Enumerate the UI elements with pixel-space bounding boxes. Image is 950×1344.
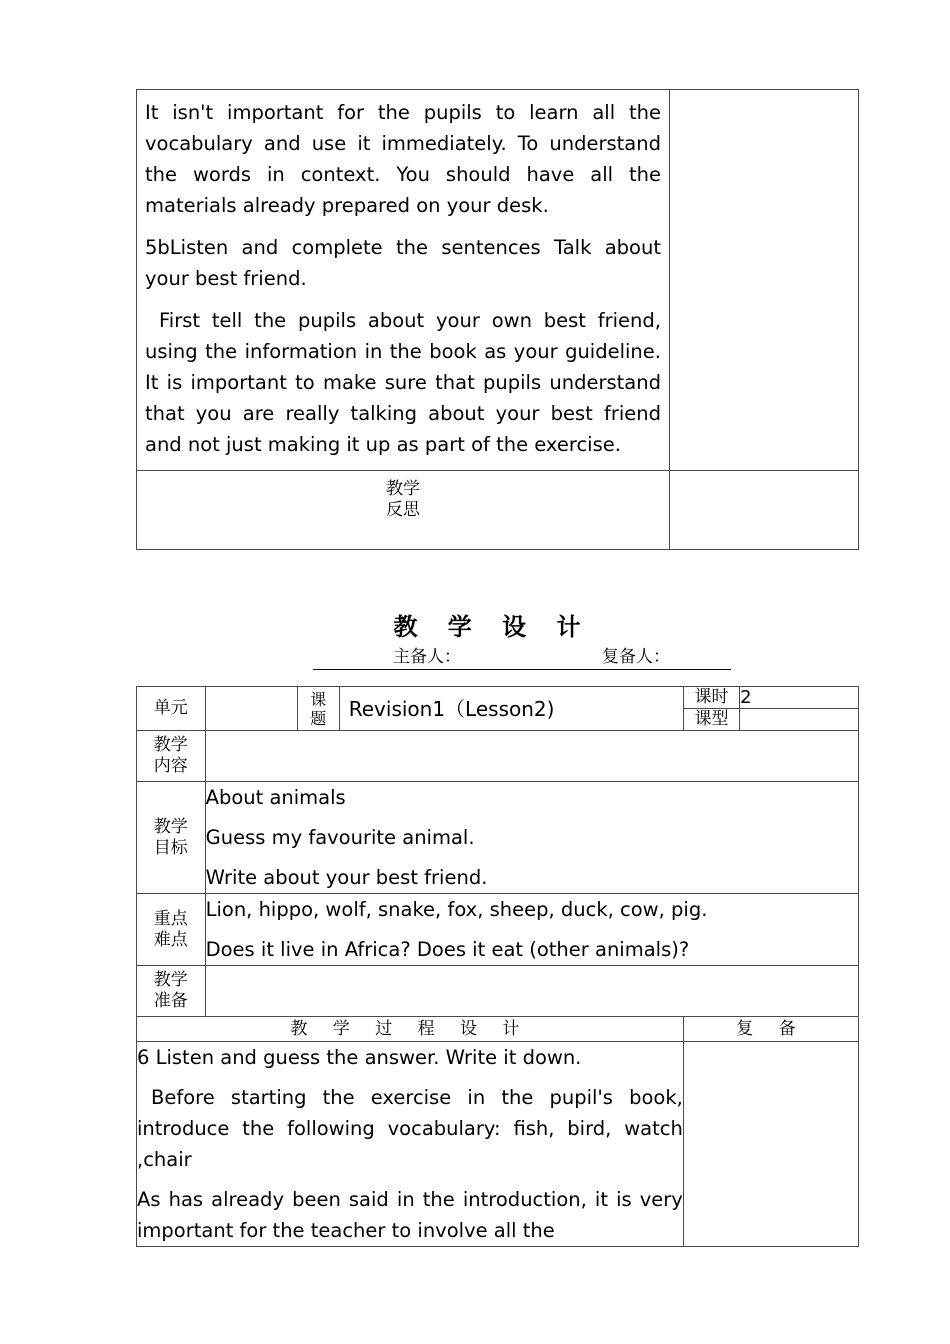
key-point-item: Does it live in Africa? Does it eat (other animals)? xyxy=(205,938,690,961)
table-row-process-body xyxy=(137,1042,859,1247)
key-value-cell[interactable] xyxy=(205,894,858,966)
continuation-text-cell xyxy=(137,90,670,471)
content-label-line1: 教学 xyxy=(153,735,188,755)
period-label: 课时 xyxy=(694,687,729,707)
topic-value-cell[interactable] xyxy=(339,687,683,731)
key-point-list xyxy=(206,894,858,965)
page-title: 教 学 设 计 xyxy=(393,613,592,641)
unit-label: 单元 xyxy=(153,698,188,718)
goal-label-line1: 教学 xyxy=(153,816,188,837)
goal-label-cell xyxy=(137,782,206,894)
key-label-line2: 难点 xyxy=(153,929,188,950)
goal-label-line2: 目标 xyxy=(153,837,188,858)
content-value-cell[interactable] xyxy=(205,731,858,782)
review-body-cell[interactable] xyxy=(683,1042,858,1247)
continuation-text xyxy=(145,97,661,460)
class-type-label: 课型 xyxy=(694,709,729,729)
goal-item: Write about your best friend. xyxy=(205,866,488,889)
byline xyxy=(136,644,859,670)
table-row-preparation xyxy=(137,966,859,1017)
prep-label-cell xyxy=(137,966,206,1017)
continuation-paragraph-2: 5bListen and complete the sentences Talk about your best friend. xyxy=(145,236,661,290)
key-label-line1: 重点 xyxy=(153,908,188,929)
reflection-label-cell xyxy=(137,471,670,550)
process-paragraph-2: Before starting the exercise in the pupil's book, introduce the following vocabulary: fish, bird, watch ,chair xyxy=(137,1086,683,1171)
reflection-body-cell[interactable] xyxy=(670,471,859,550)
prep-value-cell[interactable] xyxy=(205,966,858,1017)
unit-value-cell[interactable] xyxy=(205,687,297,731)
topic-value: Revision1（Lesson2) xyxy=(348,696,555,721)
continuation-paragraph-3: First tell the pupils about your own best friend, using the information in the book as your guideline. It is important to make sure that pupils understand that you are really talking about your best friend and not just making it up as part of the exercise. xyxy=(145,309,661,456)
table-row-goals xyxy=(137,782,859,894)
review-header-cell xyxy=(683,1017,858,1042)
lesson-continuation-table xyxy=(136,89,859,550)
continuation-paragraph-1: It isn't important for the pupils to learn all the vocabulary and use it immediately. To understand the words in context. You should have all the materials already prepared on your desk. xyxy=(145,101,661,217)
unit-label-cell xyxy=(137,687,206,731)
sub-preparer-label: 复备人： xyxy=(602,647,670,667)
table-row-key-points xyxy=(137,894,859,966)
table-row-unit xyxy=(137,687,859,709)
goal-item: Guess my favourite animal. xyxy=(205,826,475,849)
topic-label-cell xyxy=(297,687,339,731)
lesson-plan-title-block xyxy=(136,612,859,670)
topic-label-line2: 题 xyxy=(310,708,327,728)
lesson-plan-table xyxy=(136,686,859,1247)
table-row-content xyxy=(137,731,859,782)
goal-list xyxy=(206,782,858,893)
main-preparer-label: 主备人： xyxy=(393,647,461,667)
content-label-line2: 内容 xyxy=(153,756,188,776)
process-paragraph-3: As has already been said in the introduction, it is very important for the teacher to involve all the xyxy=(137,1188,683,1242)
process-header-cell xyxy=(137,1017,684,1042)
review-header: 复 备 xyxy=(736,1019,806,1039)
key-point-item: Lion, hippo, wolf, snake, fox, sheep, duck, cow, pig. xyxy=(205,898,708,921)
continuation-side-note-cell[interactable] xyxy=(670,90,859,471)
process-paragraph-1: 6 Listen and guess the answer. Write it down. xyxy=(137,1046,582,1069)
topic-label-line1: 课 xyxy=(310,689,327,709)
goal-item: About animals xyxy=(205,786,346,809)
key-label-cell xyxy=(137,894,206,966)
content-label-cell xyxy=(137,731,206,782)
byline-underline xyxy=(313,669,731,670)
period-value: 2 xyxy=(740,687,752,708)
reflection-label-line2: 反思 xyxy=(386,500,420,520)
table-row-process-header xyxy=(137,1017,859,1042)
period-value-cell[interactable] xyxy=(740,687,859,709)
period-label-cell xyxy=(683,687,739,709)
reflection-label-line1: 教学 xyxy=(386,479,420,499)
table-row-reflection xyxy=(137,471,859,550)
class-type-label-cell xyxy=(683,709,739,731)
table-row-continuation xyxy=(137,90,859,471)
process-body-cell xyxy=(137,1042,684,1247)
class-type-value-cell[interactable] xyxy=(740,709,859,731)
process-text xyxy=(137,1042,683,1246)
process-header: 教 学 过 程 设 计 xyxy=(290,1019,530,1039)
goal-value-cell[interactable] xyxy=(205,782,858,894)
prep-label-line1: 教学 xyxy=(153,970,188,990)
prep-label-line2: 准备 xyxy=(153,991,188,1011)
